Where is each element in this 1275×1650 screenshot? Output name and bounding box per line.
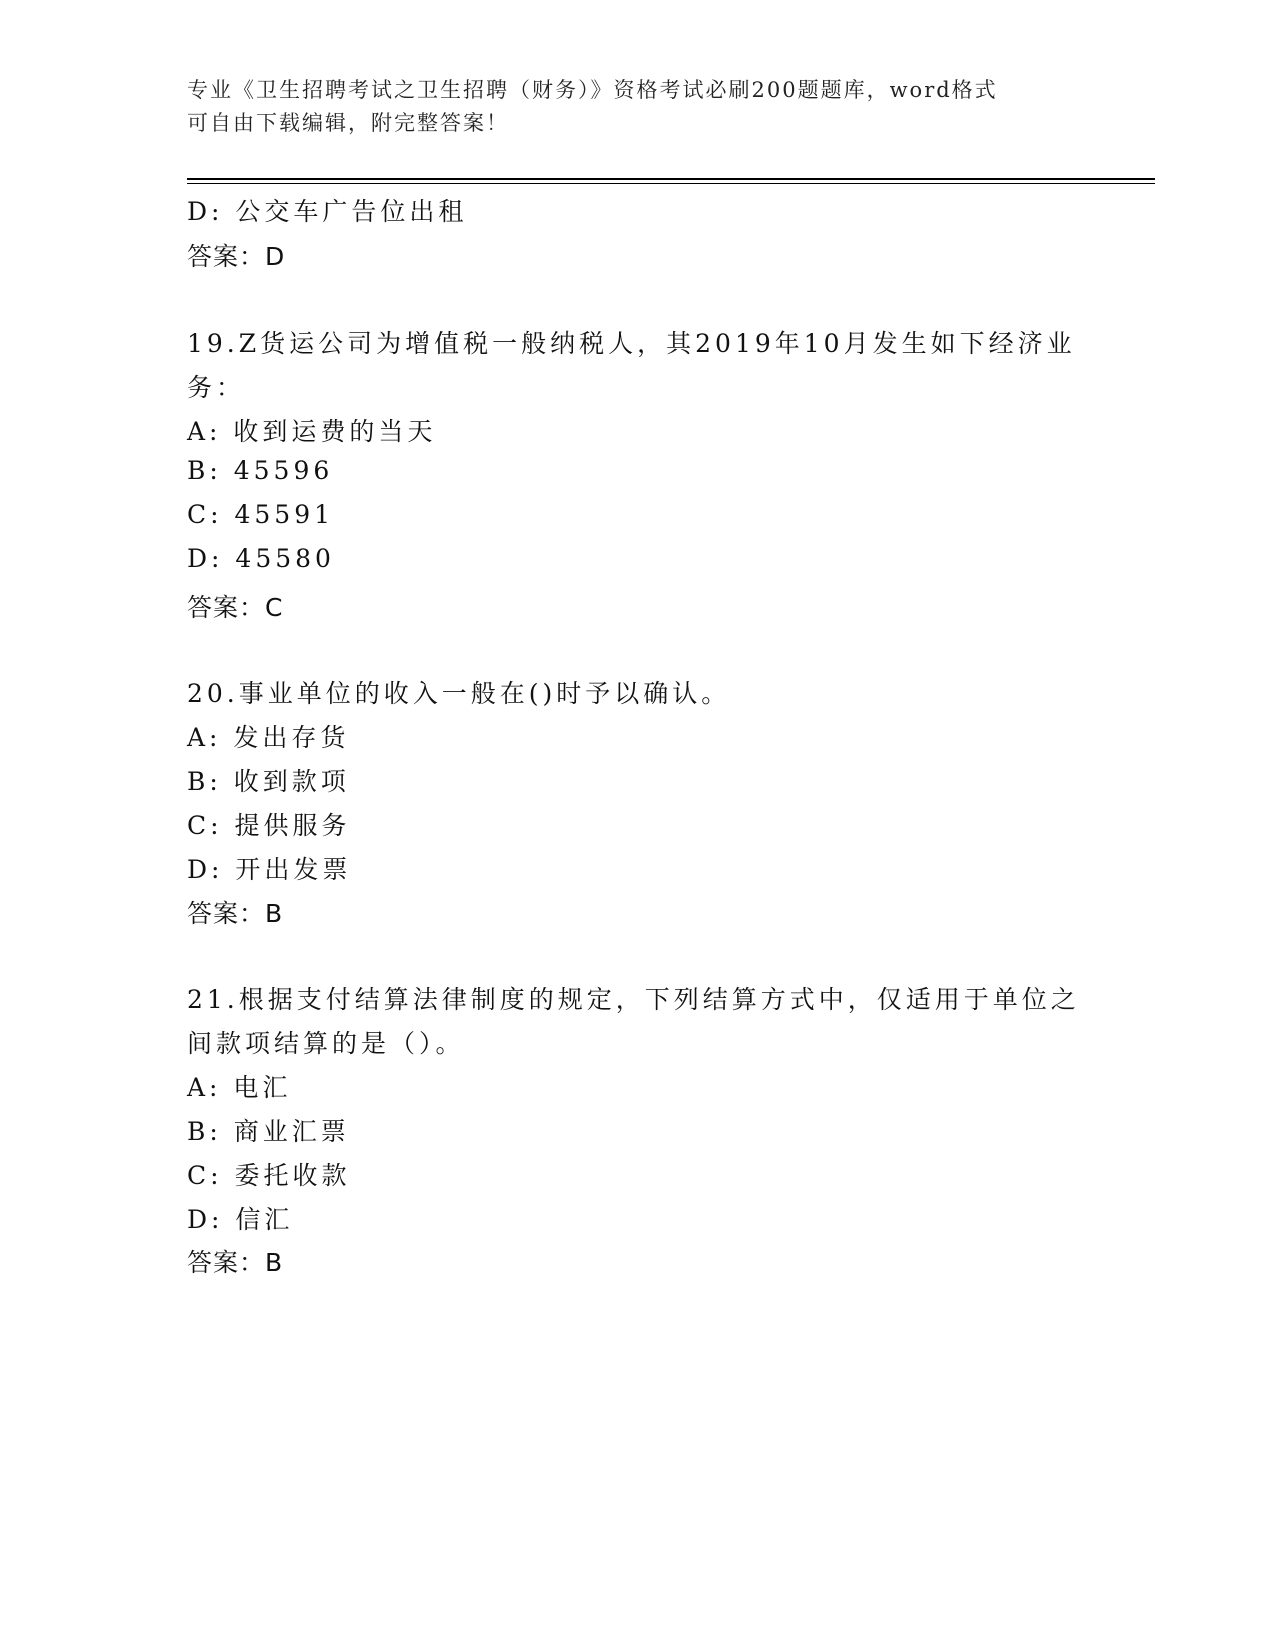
q20-option-d: D: 开出发票: [187, 855, 352, 884]
q19-option-d: D: 45580: [187, 544, 335, 573]
header-line-2: 可自由下载编辑，附完整答案！: [187, 111, 509, 135]
q21-answer: [187, 1243, 283, 1279]
answer-value: B: [265, 1248, 284, 1277]
q21-stem-line-1: 21.根据支付结算法律制度的规定，下列结算方式中，仅适用于单位之: [187, 985, 1080, 1014]
q21-option-b: B: 商业汇票: [187, 1117, 350, 1146]
q20-answer: [187, 894, 283, 930]
q19-option-c: C: 45591: [187, 500, 335, 529]
q19-option-b: B: 45596: [187, 456, 334, 485]
q21-option-c: C: 委托收款: [187, 1161, 351, 1190]
q21-option-d: D: 信汇: [187, 1205, 294, 1234]
q20-option-c: C: 提供服务: [187, 811, 351, 840]
answer-value: B: [265, 899, 284, 928]
header-divider-thin: [187, 183, 1155, 184]
header-line-1: 专业《卫生招聘考试之卫生招聘（财务）》资格考试必刷200题题库，word格式: [187, 78, 998, 102]
q19-option-a: A: 收到运费的当天: [187, 417, 437, 446]
q19-stem-line-1: 19.Z货运公司为增值税一般纳税人，其2019年10月发生如下经济业: [187, 329, 1076, 358]
prev-option-d: D: 公交车广告位出租: [187, 197, 468, 226]
answer-value: D: [265, 242, 286, 271]
q20-stem-line-1: 20.事业单位的收入一般在()时予以确认。: [187, 679, 731, 708]
header-divider-thick: [187, 178, 1155, 180]
q21-option-a: A: 电汇: [187, 1073, 292, 1102]
q20-option-a: A: 发出存货: [187, 723, 350, 752]
answer-label: 答案：: [187, 1248, 266, 1277]
q21-stem-line-2: 间款项结算的是（）。: [187, 1029, 465, 1058]
answer-label: 答案：: [187, 899, 266, 928]
prev-answer: [187, 237, 285, 273]
answer-label: 答案：: [187, 242, 266, 271]
document-header: [187, 74, 1067, 140]
q19-stem-line-2: 务：: [187, 373, 246, 402]
answer-label: 答案：: [187, 593, 266, 622]
q20-option-b: B: 收到款项: [187, 767, 350, 796]
q19-answer: [187, 588, 283, 624]
answer-value: C: [265, 593, 284, 622]
